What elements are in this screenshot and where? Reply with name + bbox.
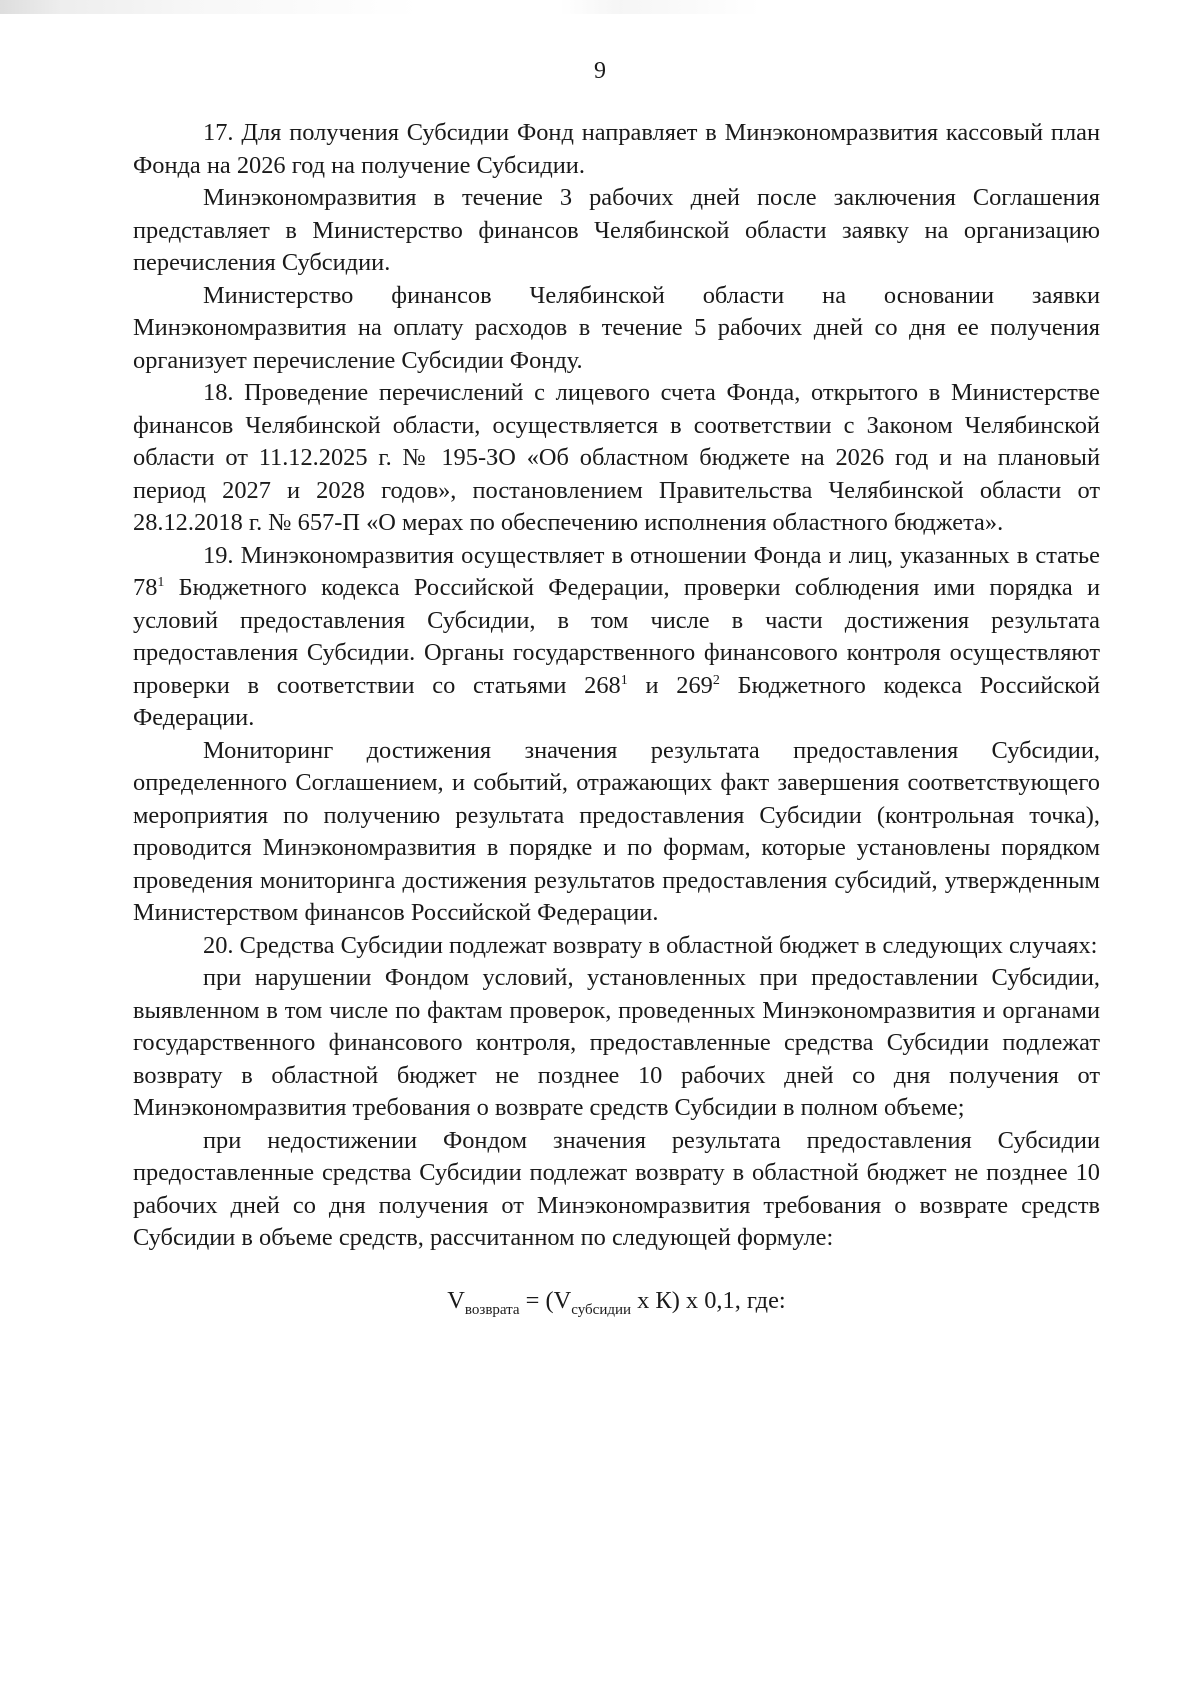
paragraph-19-text-a: 19. Минэкономразвития осуществляет в отношении Фонда и лиц, указанных в статье 78 bbox=[133, 541, 1100, 601]
scan-edge-artifact bbox=[0, 0, 1200, 14]
article-78-superscript: 1 bbox=[157, 574, 165, 590]
paragraph-19-text-d: Бюджетного кодекса Российской Федерации. bbox=[133, 671, 1101, 731]
document-body bbox=[133, 117, 1100, 1317]
formula-equals-open: = (V bbox=[519, 1286, 572, 1314]
paragraph-17-application: Минэкономразвития в течение 3 рабочих дней после заключения Соглашения представляет в Министерство финансов Челябинской области заявку на организацию перечисления Субсидии. bbox=[133, 184, 1100, 276]
page-number: 9 bbox=[594, 58, 606, 84]
formula-sub-subsidy: субсидии bbox=[571, 1301, 632, 1318]
formula-rest: x К) x 0,1, где: bbox=[631, 1286, 786, 1314]
paragraph-17-transfer: Министерство финансов Челябинской области на основании заявки Минэкономразвития на оплату расходов в течение 5 рабочих дней со дня ее получения организует перечисление Субсидии Фонду. bbox=[133, 281, 1100, 374]
paragraph-20-return-cases: 20. Средства Субсидии подлежат возврату в областной бюджет в следующих случаях: bbox=[203, 931, 1098, 959]
paragraph-19-text-b: Бюджетного кодекса Российской Федерации, проверки соблюдения ими порядка и условий предоставления Субсидии, в том числе в части достижения результата предоставления Субсидии. Органы государственного финансового контроля осуществляют проверки в соответствии со статьями 268 bbox=[133, 574, 1100, 699]
paragraph-17-funding-request: 17. Для получения Субсидии Фонд направляет в Минэкономразвития кассовый план Фонда на 2026 год на получение Субсидии. bbox=[133, 119, 1100, 179]
paragraph-19-monitoring: Мониторинг достижения значения результата предоставления Субсидии, определенного Соглашением, и событий, отражающих факт завершения соответствующего мероприятия по получению результата предоставления Субсидии (контрольная точка), проводится Минэкономразвития в порядке и по формам, которые установлены порядком проведения мониторинга достижения результатов предоставления субсидий, утвержденным Министерством финансов Российской Федерации. bbox=[133, 736, 1100, 926]
formula-v-return: V bbox=[447, 1286, 465, 1314]
return-formula bbox=[133, 1285, 1100, 1318]
paragraph-20-violation-case: при нарушении Фондом условий, установленных при предоставлении Субсидии, выявленном в том числе по фактам проверок, проведенных Минэкономразвития и органами государственного финансового контроля, предоставленные средства Субсидии подлежат возврату в областной бюджет не позднее 10 рабочих дней со дня получения от Минэкономразвития требования о возврате средств Субсидии в полном объеме; bbox=[133, 964, 1100, 1121]
paragraph-19-text-c: и 269 bbox=[627, 671, 713, 699]
paragraph-20-underperformance-case: при недостижении Фондом значения результата предоставления Субсидии предоставленные средства Субсидии подлежат возврату в областной бюджет не позднее 10 рабочих дней со дня получения от Минэкономразвития требования о возврате средств Субсидии в объеме средств, рассчитанном по следующей формуле: bbox=[133, 1126, 1100, 1251]
paragraph-19-inspections bbox=[133, 540, 1100, 735]
article-268-superscript: 1 bbox=[620, 672, 628, 688]
article-269-superscript: 2 bbox=[712, 672, 720, 688]
paragraph-18-transfers: 18. Проведение перечислений с лицевого счета Фонда, открытого в Министерстве финансов Челябинской области, осуществляется в соответствии с Законом Челябинской области от 11.12.2025 г. № 195-ЗО «Об областном бюджете на 2026 год и на плановый период 2027 и 2028 годов», постановлением Правительства Челябинской области от 28.12.2018 г. № 657-П «О мерах по обеспечению исполнения областного бюджета». bbox=[133, 379, 1100, 536]
formula-sub-return: возврата bbox=[464, 1301, 520, 1318]
